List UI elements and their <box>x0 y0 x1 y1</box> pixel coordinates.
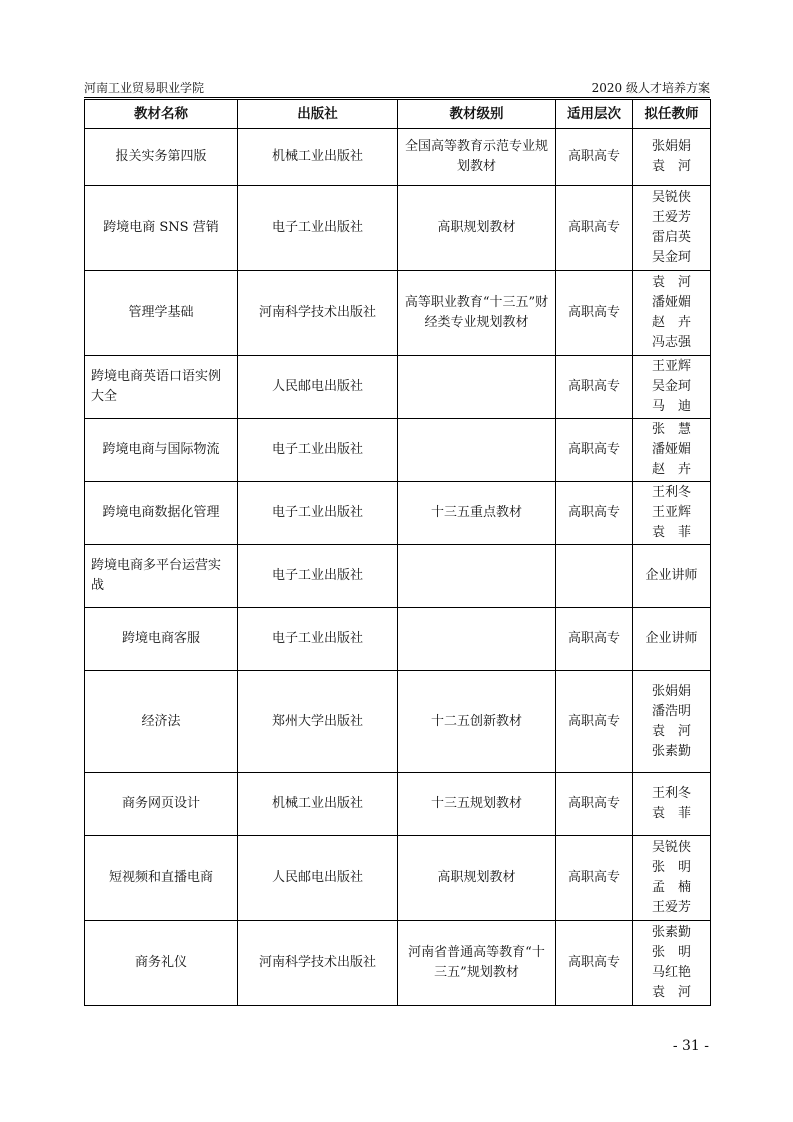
cell-textbook-name: 短视频和直播电商 <box>85 836 238 921</box>
teacher-name: 张 明 <box>651 860 691 875</box>
cell-textbook-name: 跨境电商 SNS 营销 <box>85 186 238 271</box>
teacher-name: 张 明 <box>651 945 691 960</box>
cell-applicable-level: 高职高专 <box>556 921 633 1006</box>
teacher-name: 孟 楠 <box>651 880 691 895</box>
cell-textbook-level: 高职规划教材 <box>398 836 556 921</box>
cell-teachers <box>633 608 711 671</box>
table-row <box>85 356 711 419</box>
cell-applicable-level: 高职高专 <box>556 482 633 545</box>
table-row <box>85 545 711 608</box>
cell-textbook-level: 十三五规划教材 <box>398 773 556 836</box>
cell-applicable-level: 高职高专 <box>556 129 633 186</box>
page-number: - 31 - <box>672 1038 709 1054</box>
teacher-name: 袁 河 <box>651 723 691 739</box>
cell-teachers <box>633 419 711 482</box>
column-header-publisher: 出版社 <box>238 100 398 129</box>
table-row <box>85 773 711 836</box>
teacher-name: 张素勤 <box>651 925 691 940</box>
table-row <box>85 186 711 271</box>
cell-applicable-level: 高职高专 <box>556 836 633 921</box>
cell-applicable-level: 高职高专 <box>556 271 633 356</box>
cell-publisher: 人民邮电出版社 <box>238 356 398 419</box>
teacher-name: 王亚辉 <box>651 505 691 520</box>
header-document-title: 2020 级人才培养方案 <box>591 81 710 95</box>
cell-textbook-level <box>398 419 556 482</box>
teacher-name: 王利冬 <box>651 485 691 500</box>
cell-teachers <box>633 271 711 356</box>
cell-teachers <box>633 671 711 773</box>
cell-textbook-level <box>398 608 556 671</box>
table-header-row <box>85 100 711 129</box>
teacher-name: 潘娅媚 <box>651 295 691 310</box>
cell-textbook-name: 报关实务第四版 <box>85 129 238 186</box>
header-school-name: 河南工业贸易职业学院 <box>84 81 205 95</box>
table-row <box>85 129 711 186</box>
cell-publisher: 机械工业出版社 <box>238 129 398 186</box>
cell-teachers <box>633 129 711 186</box>
cell-applicable-level: 高职高专 <box>556 608 633 671</box>
teacher-name: 袁 河 <box>651 275 691 290</box>
cell-textbook-name: 经济法 <box>85 671 238 773</box>
cell-applicable-level: 高职高专 <box>556 186 633 271</box>
teacher-name: 吴金珂 <box>651 379 691 394</box>
cell-teachers <box>633 836 711 921</box>
table-row <box>85 271 711 356</box>
cell-publisher: 电子工业出版社 <box>238 186 398 271</box>
table-row <box>85 608 711 671</box>
teacher-name: 雷启英 <box>651 230 691 245</box>
teacher-name: 吴锐侠 <box>651 190 691 205</box>
teacher-name: 赵 卉 <box>651 462 691 477</box>
table-row <box>85 921 711 1006</box>
cell-publisher: 电子工业出版社 <box>238 482 398 545</box>
cell-teachers <box>633 773 711 836</box>
cell-textbook-name: 跨境电商多平台运营实战 <box>85 545 238 608</box>
teacher-name: 张素勤 <box>651 743 691 759</box>
teacher-name: 马 迪 <box>651 399 691 414</box>
cell-applicable-level: 高职高专 <box>556 356 633 419</box>
cell-textbook-name: 跨境电商数据化管理 <box>85 482 238 545</box>
cell-applicable-level: 高职高专 <box>556 419 633 482</box>
cell-textbook-name: 跨境电商客服 <box>85 608 238 671</box>
cell-textbook-level: 高职规划教材 <box>398 186 556 271</box>
teacher-name: 张娟娟 <box>651 139 691 154</box>
teacher-name: 马红艳 <box>651 965 691 980</box>
teacher-name: 袁 河 <box>651 159 691 174</box>
teacher-name: 袁 菲 <box>651 806 691 821</box>
teacher-name: 王爱芳 <box>651 210 691 225</box>
cell-applicable-level: 高职高专 <box>556 773 633 836</box>
cell-textbook-level: 高等职业教育“十三五”财经类专业规划教材 <box>398 271 556 356</box>
cell-publisher: 人民邮电出版社 <box>238 836 398 921</box>
column-header-teachers: 拟任教师 <box>633 100 711 129</box>
teacher-name: 企业讲师 <box>645 631 698 646</box>
teacher-name: 张娟娟 <box>651 683 691 699</box>
teacher-name: 潘娅媚 <box>651 442 691 457</box>
cell-textbook-name: 跨境电商英语口语实例大全 <box>85 356 238 419</box>
column-header-scope: 适用层次 <box>556 100 633 129</box>
cell-publisher: 河南科学技术出版社 <box>238 271 398 356</box>
table-row <box>85 482 711 545</box>
table-row <box>85 671 711 773</box>
teacher-name: 潘浩明 <box>651 703 691 719</box>
teacher-name: 冯志强 <box>651 335 691 350</box>
teacher-name: 袁 河 <box>651 985 691 1000</box>
teacher-name: 赵 卉 <box>651 315 691 330</box>
cell-teachers <box>633 921 711 1006</box>
teacher-name: 吴金珂 <box>651 250 691 265</box>
cell-publisher: 郑州大学出版社 <box>238 671 398 773</box>
cell-textbook-name: 商务网页设计 <box>85 773 238 836</box>
teacher-name: 王利冬 <box>651 786 691 801</box>
cell-publisher: 电子工业出版社 <box>238 608 398 671</box>
cell-textbook-name: 跨境电商与国际物流 <box>85 419 238 482</box>
column-header-level: 教材级别 <box>398 100 556 129</box>
teacher-name: 王亚辉 <box>651 359 691 374</box>
teacher-name: 王爱芳 <box>651 900 691 915</box>
cell-teachers <box>633 356 711 419</box>
cell-textbook-level <box>398 356 556 419</box>
cell-textbook-level: 十三五重点教材 <box>398 482 556 545</box>
column-header-name: 教材名称 <box>85 100 238 129</box>
cell-applicable-level <box>556 545 633 608</box>
page-header <box>84 78 710 98</box>
teacher-name: 张 慧 <box>651 422 691 437</box>
teacher-name: 袁 菲 <box>651 525 691 540</box>
table-row <box>85 419 711 482</box>
teacher-name: 吴锐侠 <box>651 840 691 855</box>
cell-textbook-name: 商务礼仪 <box>85 921 238 1006</box>
cell-publisher: 机械工业出版社 <box>238 773 398 836</box>
cell-publisher: 河南科学技术出版社 <box>238 921 398 1006</box>
cell-textbook-level: 河南省普通高等教育“十三五”规划教材 <box>398 921 556 1006</box>
teacher-name: 企业讲师 <box>645 568 698 583</box>
cell-teachers <box>633 545 711 608</box>
cell-textbook-level: 十二五创新教材 <box>398 671 556 773</box>
cell-applicable-level: 高职高专 <box>556 671 633 773</box>
cell-teachers <box>633 482 711 545</box>
cell-teachers <box>633 186 711 271</box>
cell-publisher: 电子工业出版社 <box>238 545 398 608</box>
cell-textbook-level: 全国高等教育示范专业规划教材 <box>398 129 556 186</box>
header-rule <box>84 97 710 98</box>
cell-publisher: 电子工业出版社 <box>238 419 398 482</box>
table-row <box>85 836 711 921</box>
cell-textbook-name: 管理学基础 <box>85 271 238 356</box>
cell-textbook-level <box>398 545 556 608</box>
textbook-table <box>84 99 711 1006</box>
